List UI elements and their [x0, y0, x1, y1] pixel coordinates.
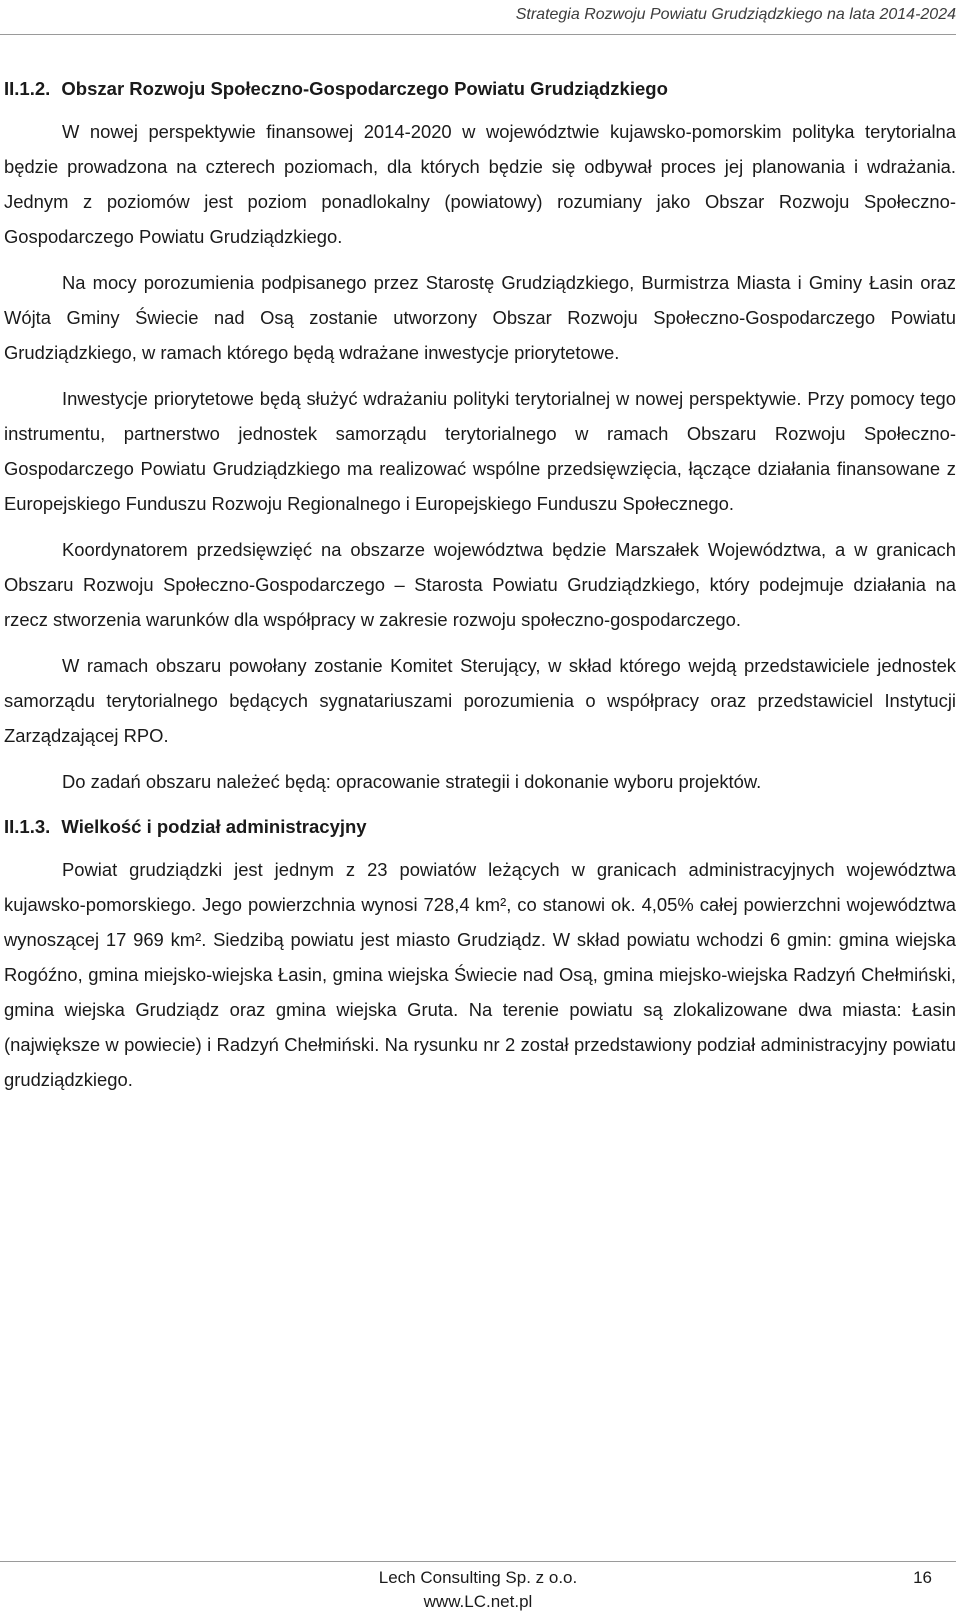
paragraph: Powiat grudziądzki jest jednym z 23 powiatów leżących w granicach administracyjnych województwa kujawsko-pomorskiego. Jego powierzchnia wynosi 728,4 km², co stanowi ok. 4,05% całej powierzchni województwa wynoszącej 17 969 km². Siedzibą powiatu jest miasto Grudziądz. W skład powiatu wchodzi 6 gmin: gmina wiejska Rogóźno, gmina miejsko-wiejska Łasin, gmina wiejska Świecie nad Osą, gmina miejsko-wiejska Radzyń Chełmiński, gmina wiejska Grudziądz oraz gmina wiejska Gruta. Na terenie powiatu są zlokalizowane dwa miasta: Łasin (największe w powiecie) i Radzyń Chełmiński. Na rysunku nr 2 został przedstawiony podział administracyjny powiatu grudziądzkiego. [4, 859, 956, 1090]
paragraph: W nowej perspektywie finansowej 2014-2020 w województwie kujawsko-pomorskim polityka terytorialna będzie prowadzona na czterech poziomach, dla których będzie się odbywał proces jej planowania i wdrażania. Jednym z poziomów jest poziom ponadlokalny (powiatowy) rozumiany jako Obszar Rozwoju Społeczno-Gospodarczego Powiatu Grudziądzkiego. [4, 121, 956, 247]
footer-website-link[interactable]: www.LC.net.pl [423, 1592, 533, 1611]
footer-company: Lech Consulting Sp. z o.o. [378, 1568, 578, 1587]
paragraph: Na mocy porozumienia podpisanego przez Starostę Grudziądzkiego, Burmistrza Miasta i Gminy Łasin oraz Wójta Gminy Świecie nad Osą zostanie utworzony Obszar Rozwoju Społeczno-Gospodarczego Powiatu Grudziądzkiego, w ramach którego będą wdrażane inwestycje priorytetowe. [4, 272, 956, 363]
header-divider [0, 34, 956, 35]
footer-divider [0, 1561, 956, 1562]
running-header: Strategia Rozwoju Powiatu Grudziądzkiego na lata 2014-2024 [515, 6, 956, 23]
section-heading-obszar-rozwoju [4, 72, 956, 106]
section-number: II.1.3. [4, 816, 51, 837]
section-title: Obszar Rozwoju Społeczno-Gospodarczego Powiatu Grudziądzkiego [61, 78, 668, 99]
page-content [4, 72, 956, 1108]
section-number: II.1.2. [4, 78, 51, 99]
section-heading-wielkosc [4, 810, 956, 844]
paragraph: Do zadań obszaru należeć będą: opracowanie strategii i dokonanie wyboru projektów. [62, 771, 762, 792]
page-number: 16 [913, 1568, 932, 1587]
paragraph: W ramach obszaru powołany zostanie Komitet Sterujący, w skład którego wejdą przedstawiciele jednostek samorządu terytorialnego będących sygnatariuszami porozumienia o współpracy oraz przedstawiciel Instytucji Zarządzającej RPO. [4, 655, 956, 746]
paragraph: Inwestycje priorytetowe będą służyć wdrażaniu polityki terytorialnej w nowej perspektywie. Przy pomocy tego instrumentu, partnerstwo jednostek samorządu terytorialnego w ramach Obszaru Rozwoju Społeczno-Gospodarczego Powiatu Grudziądzkiego ma realizować wspólne przedsięwzięcia, łączące działania finansowane z Europejskiego Funduszu Rozwoju Regionalnego i Europejskiego Funduszu Społecznego. [4, 388, 956, 514]
paragraph: Koordynatorem przedsięwzięć na obszarze województwa będzie Marszałek Województwa, a w granicach Obszaru Rozwoju Społeczno-Gospodarczego – Starosta Powiatu Grudziądzkiego, który podejmuje działania na rzecz stworzenia warunków dla współpracy w zakresie rozwoju społeczno-gospodarczego. [4, 539, 956, 630]
section-title: Wielkość i podział administracyjny [61, 816, 367, 837]
